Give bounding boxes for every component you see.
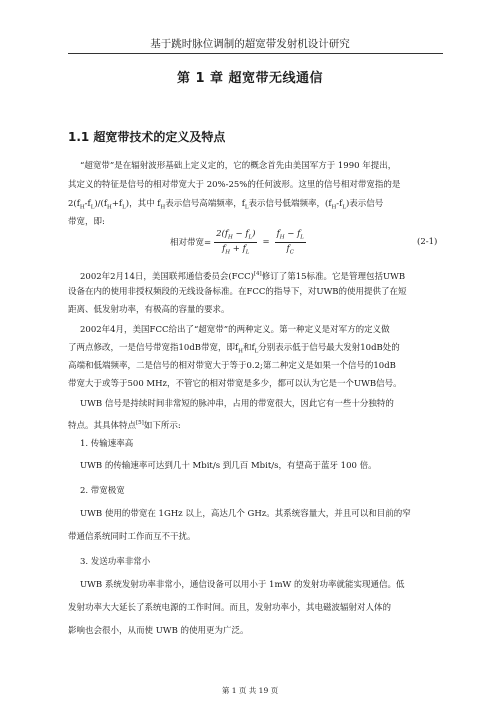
list-item-3-desc-line2: 发射功率大大延长了系统电源的工作时间。而且，发射功率小，其电磁波辐射对人体的 (68, 603, 392, 613)
section-title: 1.1 超宽带技术的定义及特点 (68, 130, 226, 144)
running-header: 基于跳时脉位调制的超宽带发射机设计研究 (150, 38, 350, 50)
list-item-3-desc-line1: UWB 系统发射功率非常小，通信设备可以用小于 1mW 的发射功率就能实现通信。低 (80, 580, 405, 590)
para3-line2: 了两点修改，一是信号带宽指10dB带宽，即$f_H$和$f_L$分别表示低于信号最大发射10dB处的 (68, 343, 400, 355)
para1-line2: 其定义的特征是信号的相对带宽大于 20%-25%的任何波形。这里的信号相对带宽指的是 (68, 180, 401, 190)
list-item-3-title: 3. 发送功率非常小 (80, 557, 151, 567)
equation-lhs: 相对带宽= (170, 238, 212, 248)
list-item-2-desc-line2: 带通信系统同时工作而互不干扰。 (68, 532, 196, 542)
page-number-footer: 第 1 页 共 19 页 (221, 686, 279, 695)
para1-line1: “超宽带”是在辐射波形基础上定义定的，它的概念首先由美国军方于 1990 年提出， (80, 161, 397, 171)
equation-fraction-1: $\frac{2(f_H - f_L)}{f_H + f_L}$ (216, 228, 256, 256)
list-item-1-title: 1. 传输速率高 (80, 439, 134, 449)
para4-line2: 特点。其具体特点[5]如下所示: (68, 420, 181, 431)
equation-fraction-2: $\frac{f_H - f_L}{f_C}$ (276, 228, 304, 256)
para3-line3: 高端和低端频率，二是信号的相对带宽大于等于0.2;第二种定义是如果一个信号的10dB (68, 361, 396, 371)
para4-line1: UWB 信号是持续时间非常短的脉冲串，占用的带宽很大，因此它有一些十分独特的 (80, 399, 394, 409)
equation-2-1: 相对带宽= $\frac{2(f_H - f_L)}{f_H + f_L}$ = $\frac{f_H - f_L}{f_C}$ (170, 228, 304, 256)
para2-line3: 距离、低发射功率，有极高的容量的要求。 (68, 305, 230, 315)
para1-line3: $2(f_H-f_L)/(f_H+f_L)$，其中 $f_H$表示信号高端频率，$f_L$表示信号低端频率，$(f_H-f_L)$表示信号 (68, 199, 384, 211)
list-item-2-desc-line1: UWB 使用的带宽在 1GHz 以上，高达几个 GHz。其系统容量大，并且可以和目前的窄 (80, 509, 411, 519)
para2-line1: 2002年2月14日，美国联邦通信委员会(FCC)[4]修订了第15标准。它是管理包括UWB (80, 271, 406, 282)
list-item-3-desc-line3: 影响也会很小，从而使 UWB 的使用更为广泛。 (68, 626, 249, 636)
para3-line1: 2002年4月，美国FCC给出了“超宽带”的两种定义。第一种定义是对军方的定义做 (80, 325, 390, 335)
list-item-1-desc: UWB 的传输速率可达到几十 Mbit/s 到几百 Mbit/s，有望高于蓝牙 100 倍。 (80, 461, 377, 471)
para3-line4: 带宽大于或等于500 MHz，不管它的相对带宽是多少，都可以认为它是一个UWB信号。 (68, 379, 402, 389)
equation-number: (2-1) (417, 237, 438, 247)
para2-line2: 设备在内的使用非授权频段的无线设备标准。在FCC的指导下，对UWB的使用提供了在短 (68, 287, 407, 297)
chapter-title: 第 1 章 超宽带无线通信 (176, 71, 324, 86)
header-rule (68, 53, 443, 54)
para1-line4: 带宽，即: (68, 217, 105, 227)
list-item-2-title: 2. 带宽极宽 (80, 486, 125, 496)
